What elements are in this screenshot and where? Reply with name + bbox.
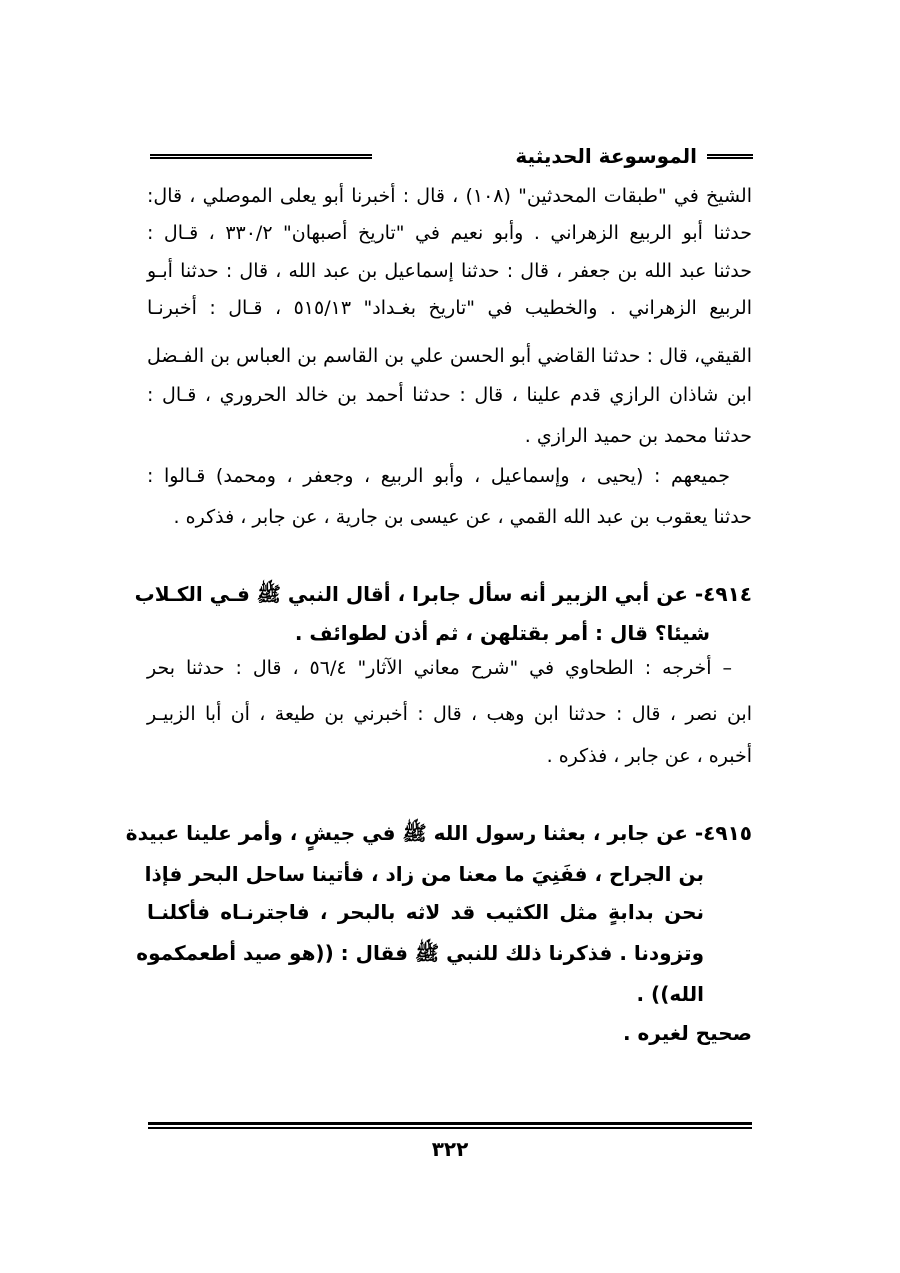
text-line: ابن شاذان الرازي قدم علينا ، قال : حدثنا أحمد بن خالد الحروري ، قـال : — [147, 384, 752, 406]
header-rule-right — [707, 154, 753, 159]
takhrij-line: – أخرجه : الطحاوي في "شرح معاني الآثار" ٥٦/٤ ، قال : حدثنا بحر — [147, 657, 732, 679]
footer-rule — [148, 1122, 752, 1129]
takhrij-line: أخبره ، عن جابر ، فذكره . — [546, 745, 752, 767]
text-line: جميعهم : (يحيى ، وإسماعيل ، وأبو الربيع ، وجعفر ، ومحمد) قـالوا : — [147, 465, 730, 487]
text-line: القيقي، قال : حدثنا القاضي أبو الحسن علي بن القاسم بن العباس بن الفـضل — [147, 345, 752, 367]
hadith-4914-text: شيئا؟ قال : أمر بقتلهن ، ثم أذن لطوائف . — [294, 621, 710, 645]
takhrij-line: ابن نصر ، قال : حدثنا ابن وهب ، قال : أخبرني بن طيعة ، أن أبا الزبيـر — [147, 703, 752, 725]
header-title: الموسوعة الحديثية — [515, 144, 697, 168]
page-number: ٣٢٢ — [431, 1137, 469, 1161]
text-line: حدثنا يعقوب بن عبد الله القمي ، عن عيسى بن جارية ، عن جابر ، فذكره . — [173, 506, 752, 528]
text-line: الشيخ في "طبقات المحدثين" (١٠٨) ، قال : أخبرنا أبو يعلى الموصلي ، قال: — [147, 185, 752, 207]
text-line: الربيع الزهراني . والخطيب في "تاريخ بغـداد" ٥١٥/١٣ ، قـال : أخبرنـا — [147, 297, 752, 319]
hadith-4915-text: بن الجراح ، ففَنِيَ ما معنا من زاد ، فأتينا ساحل البحر فإذا — [144, 862, 704, 886]
hadith-4915-text: وتزودنا . فذكرنا ذلك للنبي ﷺ فقال : ((هو صيد أطعمكموه — [136, 941, 704, 965]
hadith-4915-text: نحن بدابةٍ مثل الكثيب قد لاثه بالبحر ، فاجترنـاه فأكلنـا — [147, 900, 704, 924]
text-line: حدثنا أبو الربيع الزهراني . وأبو نعيم في "تاريخ أصبهان" ٣٣٠/٢ ، قـال : — [147, 222, 752, 244]
hadith-4915-text: الله)) . — [636, 982, 704, 1006]
hadith-4914-text: ٤٩١٤- عن أبي الزبير أنه سأل جابرا ، أقال النبي ﷺ فـي الكـلاب — [134, 582, 752, 606]
text-line: حدثنا عبد الله بن جعفر ، قال : حدثنا إسماعيل بن عبد الله ، قال : حدثنا أبـو — [147, 260, 752, 282]
text-line: حدثنا محمد بن حميد الرازي . — [524, 425, 752, 447]
running-header — [150, 140, 753, 174]
header-rule-left — [150, 154, 372, 159]
hadith-4915-text: ٤٩١٥- عن جابر ، بعثنا رسول الله ﷺ في جيشٍ ، وأمر علينا عبيدة — [125, 821, 752, 845]
hadith-grade: صحيح لغيره . — [622, 1021, 752, 1045]
